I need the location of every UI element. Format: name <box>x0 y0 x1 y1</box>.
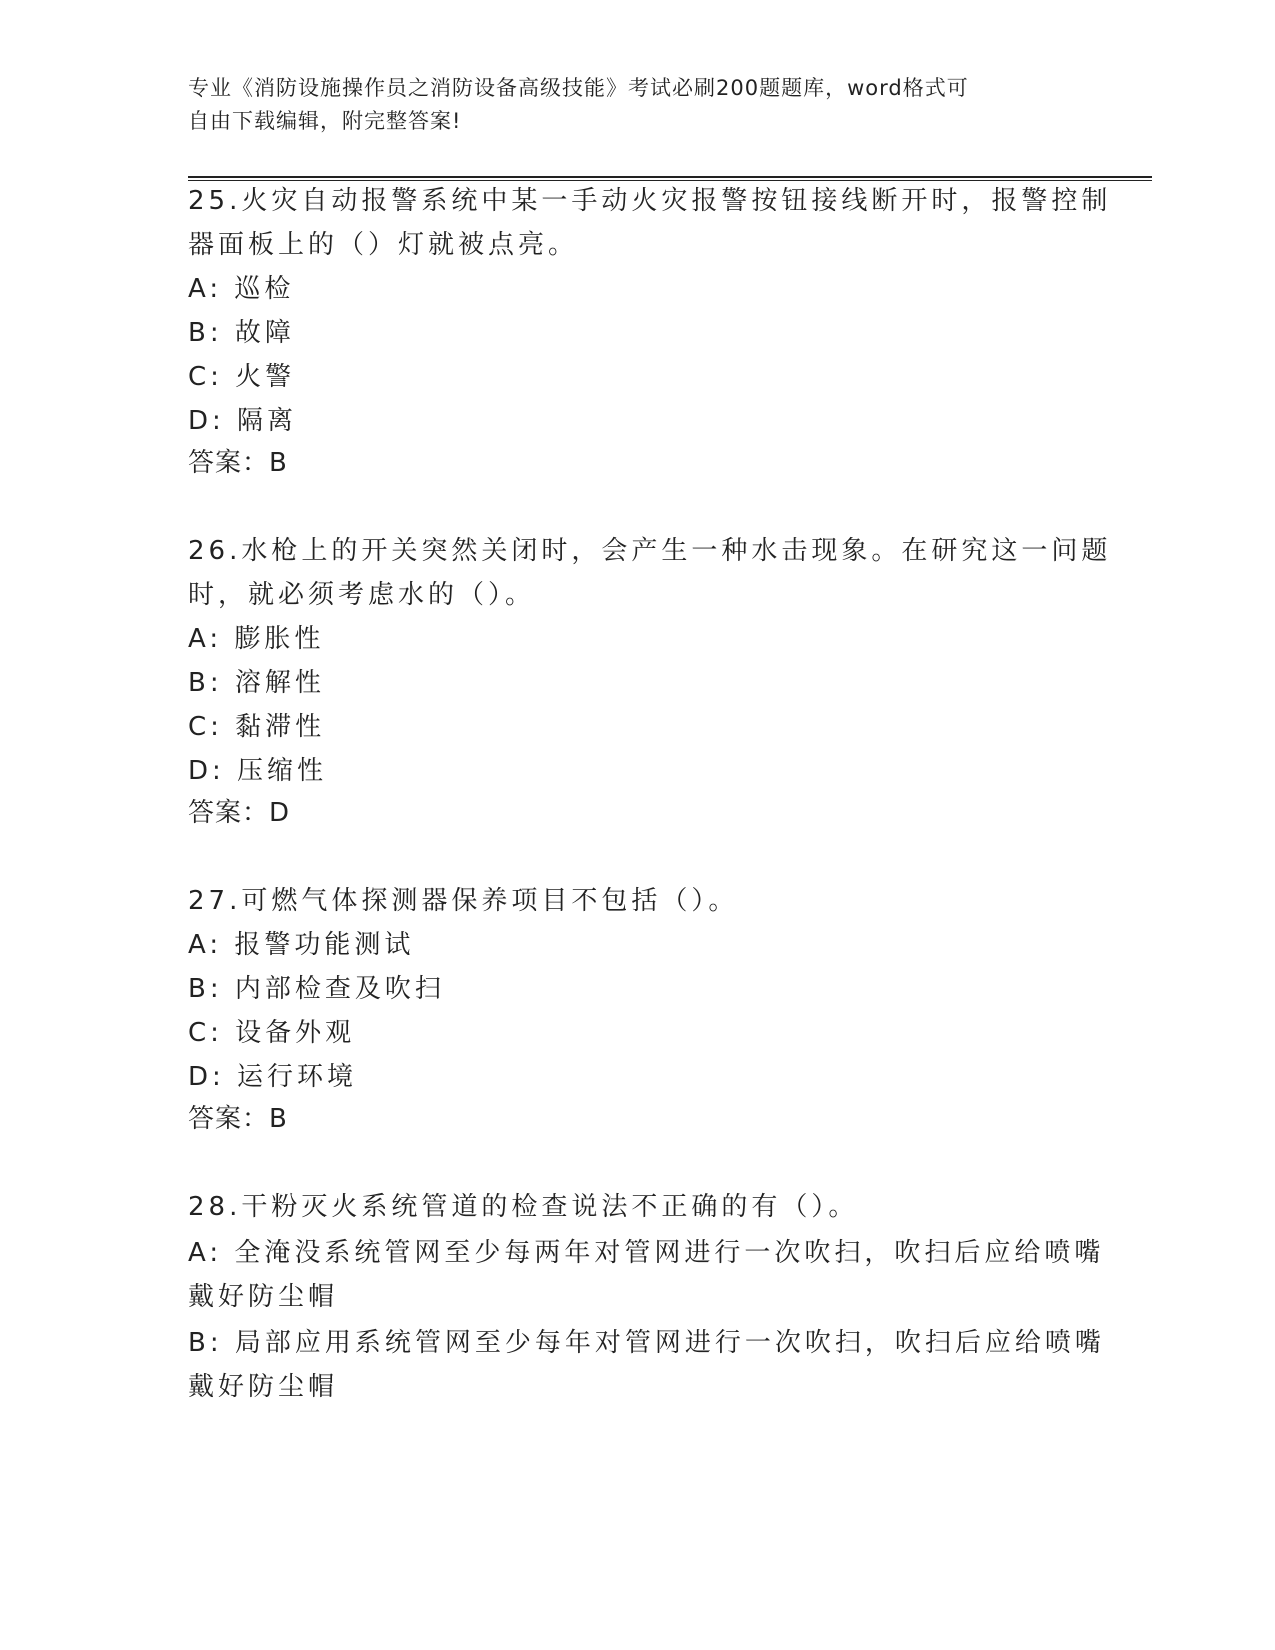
header-divider <box>188 176 1152 181</box>
question-27-stem: 27.可燃气体探测器保养项目不包括（）。 <box>188 886 739 916</box>
question-25-option-b: B: 故障 <box>188 318 295 348</box>
question-27-option-d: D: 运行环境 <box>188 1062 358 1092</box>
question-26-option-a: A: 膨胀性 <box>188 624 325 654</box>
question-25-option-a: A: 巡检 <box>188 274 295 304</box>
question-25-stem-line-1: 25.火灾自动报警系统中某一手动火灾报警按钮接线断开时，报警控制 <box>188 186 1112 216</box>
header-line-1: 专业《消防设施操作员之消防设备高级技能》考试必刷200题题库，word格式可 <box>188 76 969 100</box>
question-27-option-c: C: 设备外观 <box>188 1018 356 1048</box>
question-26-stem-line-2: 时，就必须考虑水的（）。 <box>188 580 536 610</box>
question-25-stem-line-2: 器面板上的（）灯就被点亮。 <box>188 230 579 260</box>
question-28-stem: 28.干粉灭火系统管道的检查说法不正确的有（）。 <box>188 1192 859 1222</box>
question-27-answer: 答案：B <box>188 1104 288 1134</box>
question-26-stem-line-1: 26.水枪上的开关突然关闭时，会产生一种水击现象。在研究这一问题 <box>188 536 1112 566</box>
question-25-option-d: D: 隔离 <box>188 406 298 436</box>
question-27-option-a: A: 报警功能测试 <box>188 930 415 960</box>
question-28-option-b-line-1: B: 局部应用系统管网至少每年对管网进行一次吹扫，吹扫后应给喷嘴 <box>188 1328 1105 1358</box>
question-28-option-b-line-2: 戴好防尘帽 <box>188 1372 339 1402</box>
question-26-answer: 答案：D <box>188 798 291 828</box>
document-header <box>188 72 1068 138</box>
question-27-option-b: B: 内部检查及吹扫 <box>188 974 445 1004</box>
question-26-option-c: C: 黏滞性 <box>188 712 326 742</box>
question-26-option-d: D: 压缩性 <box>188 756 328 786</box>
question-28-option-a-line-1: A: 全淹没系统管网至少每两年对管网进行一次吹扫，吹扫后应给喷嘴 <box>188 1238 1105 1268</box>
question-25-answer: 答案：B <box>188 448 288 478</box>
question-25-option-c: C: 火警 <box>188 362 296 392</box>
question-26-option-b: B: 溶解性 <box>188 668 325 698</box>
header-line-2: 自由下载编辑，附完整答案! <box>188 109 462 133</box>
question-28-option-a-line-2: 戴好防尘帽 <box>188 1282 339 1312</box>
